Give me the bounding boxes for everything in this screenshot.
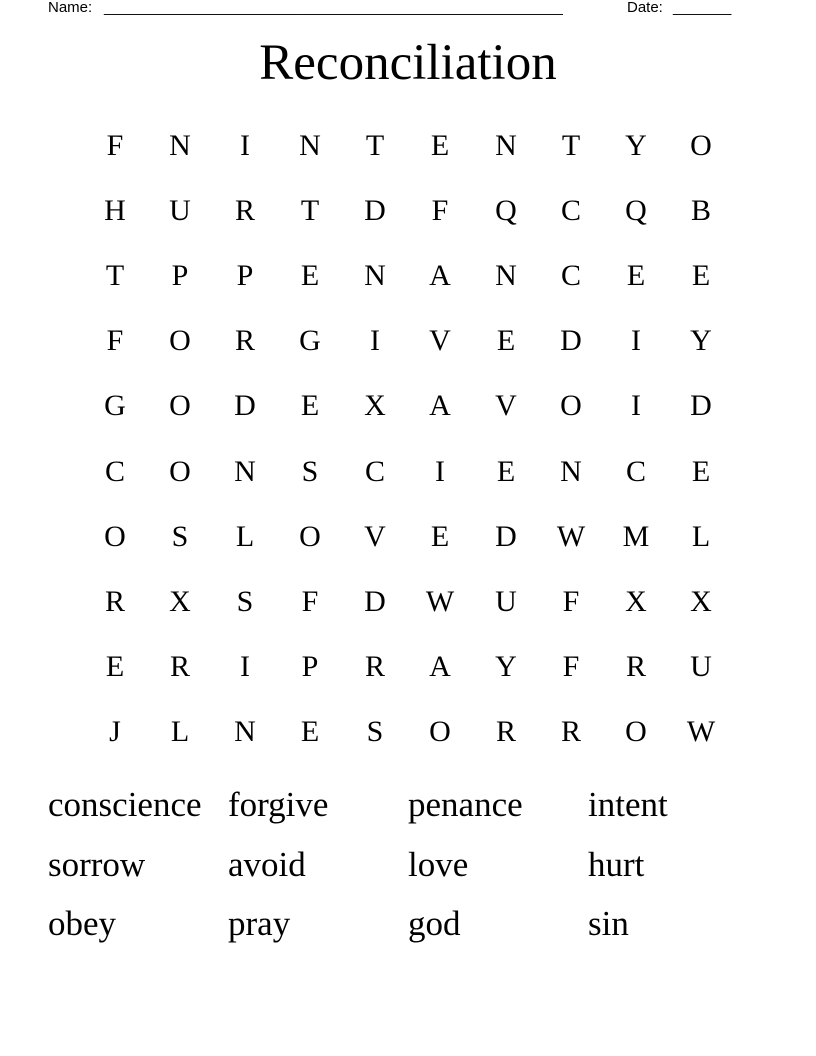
grid-cell: T: [105, 259, 125, 293]
grid-cell: R: [560, 714, 581, 748]
grid-cell: S: [236, 584, 254, 618]
grid-cell: E: [496, 454, 516, 488]
grid-cell: E: [300, 259, 320, 293]
grid-cell: E: [626, 259, 646, 293]
grid-cell: I: [370, 324, 380, 358]
grid-cell: N: [495, 259, 517, 293]
grid-cell: I: [631, 324, 641, 358]
grid-cell: W: [425, 584, 455, 618]
grid-cell: L: [170, 714, 190, 748]
grid-cell: F: [301, 584, 319, 618]
grid-cell: E: [300, 714, 320, 748]
grid-cell: R: [104, 584, 125, 618]
grid-cell: F: [106, 129, 124, 162]
grid-cell: D: [364, 194, 386, 228]
grid-cell: I: [240, 129, 250, 162]
date-label: Date:: [627, 0, 663, 16]
grid-cell: U: [169, 194, 191, 228]
grid-cell: C: [560, 194, 581, 228]
grid-cell: A: [429, 649, 451, 683]
grid-cell: P: [171, 259, 189, 293]
grid-cell: C: [364, 454, 385, 488]
grid-cell: X: [625, 584, 647, 618]
word-bank-item: sorrow: [48, 845, 146, 884]
grid-cell: V: [429, 324, 451, 358]
grid-cell: V: [495, 389, 517, 423]
grid-cell: E: [691, 259, 711, 293]
grid-cell: S: [301, 454, 319, 488]
grid-cell: I: [435, 454, 445, 488]
grid-cell: O: [429, 714, 451, 748]
grid-cell: A: [429, 389, 451, 423]
grid-cell: N: [299, 129, 321, 162]
grid-cell: N: [234, 454, 256, 488]
grid-cell: X: [364, 389, 386, 423]
grid-cell: D: [495, 519, 517, 553]
grid-cell: R: [234, 324, 255, 358]
grid-cell: Q: [625, 194, 647, 228]
word-bank-item: god: [408, 904, 461, 943]
name-label: Name:: [48, 0, 93, 16]
grid-cell: R: [364, 649, 385, 683]
word-bank-item: pray: [228, 904, 291, 943]
grid-cell: N: [495, 129, 517, 162]
grid-cell: U: [495, 584, 517, 618]
grid-cell: R: [625, 649, 646, 683]
grid-cell: N: [364, 259, 386, 293]
grid-cell: S: [171, 519, 189, 553]
grid-cell: Y: [625, 129, 647, 162]
word-bank-item: sin: [588, 904, 629, 943]
grid-cell: W: [556, 519, 586, 553]
grid-cell: Y: [690, 324, 712, 358]
grid-cell: D: [234, 389, 256, 423]
grid-cell: O: [104, 519, 126, 553]
grid-cell: T: [365, 129, 385, 162]
grid-cell: C: [104, 454, 125, 488]
grid-cell: D: [560, 324, 582, 358]
page-title: Reconciliation: [259, 35, 557, 91]
word-bank-item: hurt: [588, 845, 645, 884]
grid-cell: L: [691, 519, 711, 553]
grid-cell: F: [431, 194, 449, 228]
grid-cell: E: [496, 324, 516, 358]
date-field-line: _______: [673, 0, 732, 16]
grid-cell: T: [300, 194, 320, 228]
grid-cell: C: [560, 259, 581, 293]
grid-cell: D: [690, 389, 712, 423]
grid-cell: X: [169, 584, 191, 618]
grid-cell: D: [364, 584, 386, 618]
word-bank-item: conscience: [48, 785, 202, 824]
grid-cell: R: [495, 714, 516, 748]
word-bank-item: avoid: [228, 845, 306, 884]
grid-cell: E: [430, 519, 450, 553]
grid-cell: W: [686, 714, 716, 748]
grid-cell: C: [625, 454, 646, 488]
grid-cell: N: [560, 454, 582, 488]
grid-cell: P: [236, 259, 254, 293]
grid-cell: X: [690, 584, 712, 618]
grid-cell: U: [690, 649, 712, 683]
grid-cell: J: [109, 714, 121, 748]
grid-cell: G: [104, 389, 126, 423]
word-bank-item: intent: [588, 785, 668, 824]
grid-cell: E: [430, 129, 450, 162]
word-bank-item: penance: [408, 785, 523, 824]
grid-cell: S: [366, 714, 384, 748]
grid-cell: I: [631, 389, 641, 423]
grid-cell: Y: [495, 649, 517, 683]
grid-cell: I: [240, 649, 250, 683]
grid-cell: F: [562, 649, 580, 683]
grid-cell: T: [561, 129, 581, 162]
grid-cell: N: [169, 129, 191, 162]
word-bank-item: obey: [48, 904, 117, 943]
grid-cell: H: [104, 194, 126, 228]
word-bank-item: love: [408, 845, 469, 884]
grid-cell: V: [364, 519, 386, 553]
grid-cell: E: [105, 649, 125, 683]
grid-cell: O: [625, 714, 647, 748]
word-bank-item: forgive: [228, 785, 329, 824]
grid-cell: G: [299, 324, 321, 358]
grid-cell: E: [300, 389, 320, 423]
grid-cell: F: [562, 584, 580, 618]
grid-cell: N: [234, 714, 256, 748]
grid-cell: O: [169, 454, 191, 488]
grid-cell: B: [690, 194, 711, 228]
grid-cell: O: [560, 389, 582, 423]
grid-cell: R: [234, 194, 255, 228]
grid-cell: A: [429, 259, 451, 293]
grid-cell: R: [169, 649, 190, 683]
grid-cell: O: [169, 324, 191, 358]
grid-cell: O: [169, 389, 191, 423]
name-field-line: _______________________________________________________: [104, 0, 563, 16]
grid-cell: O: [690, 129, 712, 162]
grid-cell: O: [299, 519, 321, 553]
grid-cell: F: [106, 324, 124, 358]
grid-cell: E: [691, 454, 711, 488]
grid-cell: Q: [495, 194, 517, 228]
grid-cell: P: [301, 649, 319, 683]
grid-cell: L: [235, 519, 255, 553]
grid-cell: M: [622, 519, 650, 553]
